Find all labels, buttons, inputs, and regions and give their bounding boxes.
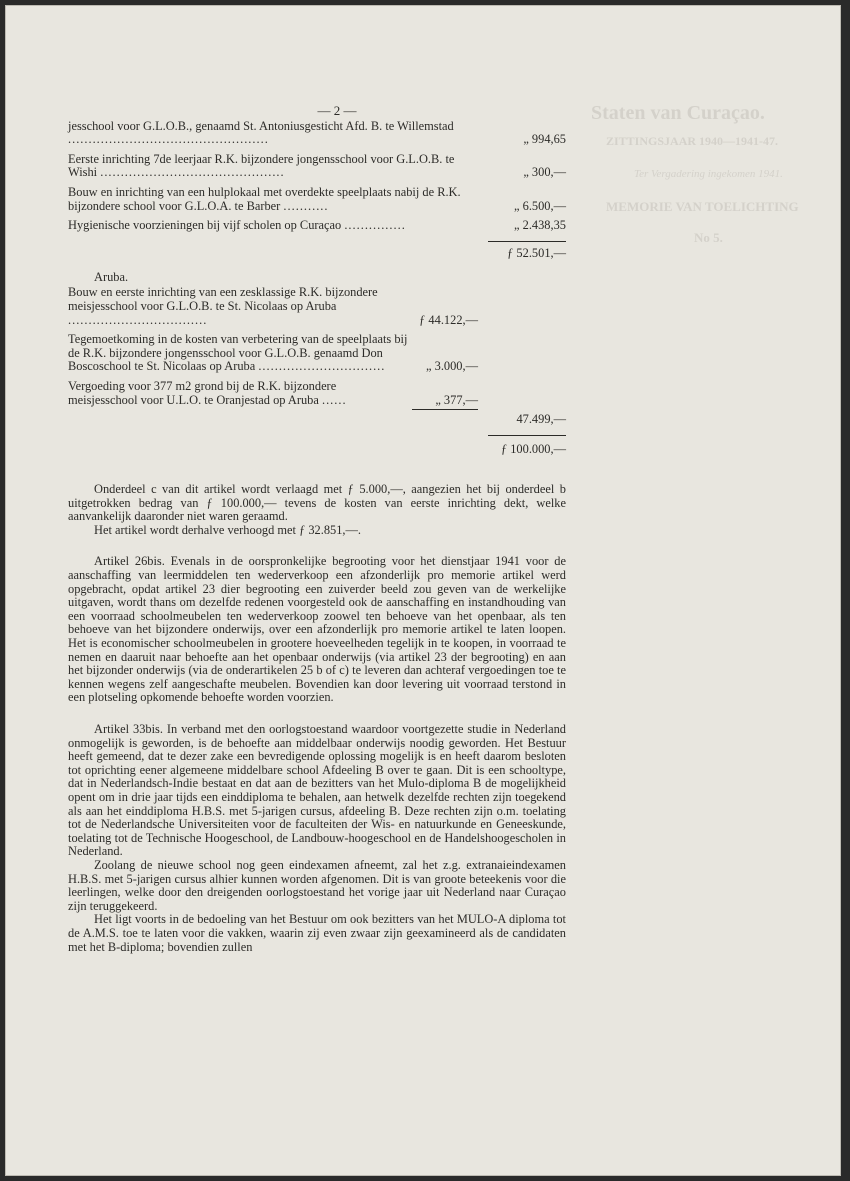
budget-item: Vergoeding voor 377 m2 grond bij de R.K. bijzondere meisjesschool voor U.L.O. te Oranjestad op Aruba ...... „ 377,— [68,378,478,407]
bleed-through-date: Ter Vergadering ingekomen 1941. [634,168,783,180]
paragraph: Onderdeel c van dit artikel wordt verlaagd met ƒ 5.000,—, aangezien het bij onderdeel b uitgetrokken bedrag van ƒ 100.000,— tevens de kosten van eerste inrichting dekt, welke aanvankelijk daaronder niet waren geraamd. [68,482,566,524]
subtotal-curacao-row [68,239,566,263]
total-amount: ƒ 100.000,— [500,442,566,457]
bleed-through-header: Staten van Curaçao. [591,102,765,124]
total-row [68,435,566,465]
bleed-through-session: ZITTINGSJAAR 1940—1941-47. [606,134,779,148]
document-body [68,104,566,954]
section-heading-aruba: Aruba. [94,269,129,284]
item-amount: „ 994,65 [523,132,566,147]
item-amount: „ 300,— [523,165,566,180]
paragraph: Het artikel wordt derhalve verhoogd met ƒ 32.851,—. [94,522,362,537]
item-amount: ƒ 44.122,— [419,312,478,327]
item-amount: „ 6.500,— [514,198,566,213]
page-number: — 2 — [317,103,357,118]
paragraph: Artikel 33bis. In verband met den oorlogstoestand waardoor voortgezette studie in Nederland onmogelijk is geworden, is de behoefte aan middelbaar onderwijs noodig geworden. Het Bestuur heeft gemeend, dat te dezer zake een bevredigende oplossing mogelijk is en heeft daarom besloten tot oprichting eener algemeene middelbare school Afdeeling B over te gaan. Dit is een schooltype, dat in Nederlandsch-Indie bestaat en dat aan de bezitters van het Mulo-diploma B de mogelijkheid opent om in drie jaar tijds een einddiploma te behalen, aan hetwelk dezelfde rechten zijn toegekend als aan het einddiploma H.B.S. met 5-jarigen cursus, afdeeling B. Deze rechten zijn o.m. toelating tot de Nederlandsche Universiteiten voor de faculteiten der Wis- en natuurkunde en Geneeskunde, toelating tot de Technische Hoogeschool, de Landbouw-hoogeschool en de Handelshoogescholen in Nederland. [68,722,566,859]
budget-item: Bouw en eerste inrichting van een zesklassige R.K. bijzondere meisjesschool voor G.L.O.B. te St. Nicolaas op Aruba .................................. ƒ 44.122,— [68,285,478,327]
subtotal-aruba: 47.499,— [516,412,566,427]
subtotal-curacao: ƒ 52.501,— [507,245,566,260]
paragraph: Artikel 26bis. Evenals in de oorspronkelijke begrooting voor het dienstjaar 1941 voor de aanschaffing van leermiddelen ten wederverkoop een afzonderlijk pro memorie artikel werd opgebracht, opdat artikel 23 dier begrooting een zuiverder beeld zou geven van de werkelijke uitgaven, wordt thans om dezelfde redenen voorgesteld ook de aanschaffing en instandhouding van een voorraad schoolmeubelen ten wederverkoop zoowel ten behoeve van het openbaar, als ten behoeve van het bijzondere onderwijs, over een afzonderlijk pro memorie artikel te laten loopen. Het is economischer schoolmeubelen in grootere hoeveelheden tegelijk in te koopen, in voorraad te nemen en daaruit naar behoefte aan het openbaar onderwijs (via artikel 23 der begrooting) en aan het bijzonder onderwijs (via de onderartikelen 25 b of c) te leveren dan achteraf vergoedingen toe te kennen wegens zelf aangeschafte meubelen. Bovendien kan door levering uit voorraad terstond in een plotseling opkomende behoefte worden voorzien. [68,554,566,705]
budget-item: Bouw en inrichting van een hulplokaal met overdekte speelplaats nabij de R.K. bijzondere school voor G.L.O.A. te Barber ........... „ 6.500,— [68,184,566,213]
item-text: jesschool voor G.L.O.B., genaamd St. Antoniusgesticht Afd. B. te Willemstad [68,118,454,133]
subtotal-aruba-row [68,409,566,435]
item-text: Tegemoetkoming in de kosten van verbetering van de speelplaats bij de R.K. bijzondere jongensschool voor G.L.O.B. genaamd Don Boscoschool te St. Nicolaas op Aruba [68,332,408,374]
paragraph: Het ligt voorts in de bedoeling van het Bestuur om ook bezitters van het MULO-A diploma tot de A.M.S. toe te laten voor die vakken, waarin zij even zwaar zijn geexamineerd als de candidaten met het B-diploma; bovendien zullen [68,912,566,954]
item-text: Eerste inrichting 7de leerjaar R.K. bijzondere jongensschool voor G.L.O.B. te Wishi [68,151,455,180]
item-text: Vergoeding voor 377 m2 grond bij de R.K. bijzondere meisjesschool voor U.L.O. te Oranjestad op Aruba [68,378,337,407]
paragraph: Zoolang de nieuwe school nog geen eindexamen afneemt, zal het z.g. extranaieindexamen H.B.S. met 5-jarigen cursus alhier kunnen worden afgenomen. Dit is van groote beteekenis voor die leerlingen, welke door den dreigenden oorlogstoestand het vorige jaar uit Nederland naar Curaçao zijn teruggekeerd. [68,857,566,913]
bleed-through-memo: MEMORIE VAN TOELICHTING [606,199,799,214]
item-amount: „ 377,— [435,392,478,407]
budget-item: Eerste inrichting 7de leerjaar R.K. bijzondere jongensschool voor G.L.O.B. te Wishi ............................................. „ 300,— [68,151,566,180]
item-text: Bouw en inrichting van een hulplokaal met overdekte speelplaats nabij de R.K. bijzondere school voor G.L.O.A. te Barber [68,184,461,213]
item-amount: „ 2.438,35 [514,218,566,233]
item-text: Bouw en eerste inrichting van een zesklassige R.K. bijzondere meisjesschool voor G.L.O.B. te St. Nicolaas op Aruba [68,285,378,313]
budget-item: Tegemoetkoming in de kosten van verbetering van de speelplaats bij de R.K. bijzondere jongensschool voor G.L.O.B. genaamd Don Boscoschool te St. Nicolaas op Aruba ............................... „ 3.000,— [68,332,478,374]
item-amount: „ 3.000,— [426,359,478,374]
budget-item: jesschool voor G.L.O.B., genaamd St. Antoniusgesticht Afd. B. te Willemstad ................................................. „ 994,65 [68,118,566,147]
budget-item: Hygienische voorzieningen bij vijf scholen op Curaçao ............... „ 2.438,35 [68,218,566,233]
document-page [6,6,840,1175]
bleed-through-no: No 5. [694,230,723,245]
item-text: Hygienische voorzieningen bij vijf scholen op Curaçao [68,218,342,233]
